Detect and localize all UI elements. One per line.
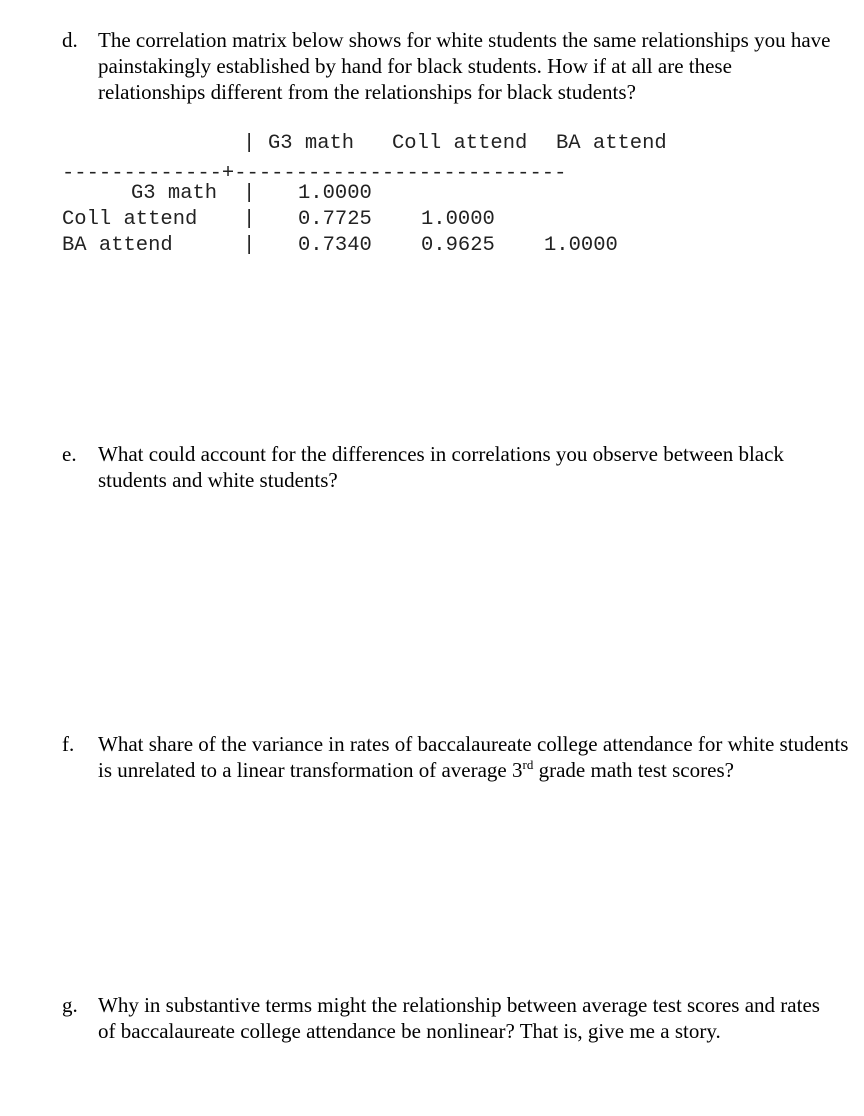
question-f-text [98, 731, 852, 783]
matrix-cell-ba-coll: 0.9625 [421, 234, 495, 257]
question-e-text: What could account for the differences in correlations you observe between black students and white students? [98, 442, 784, 492]
matrix-row-coll-attend [62, 207, 495, 233]
matrix-row-label-g3-math: G3 math [131, 182, 218, 205]
question-e [62, 441, 832, 493]
question-f-text-before: What share of the variance in rates of baccalaureate college attendance for white students is unrelated to a linear transformation of average 3 [98, 732, 849, 782]
question-f [62, 731, 852, 783]
correlation-matrix [62, 131, 667, 157]
matrix-cell-ba-g3: 0.7340 [298, 234, 372, 257]
matrix-col-header-g3-math: G3 math [268, 132, 355, 155]
question-f-text-after: grade math test scores? [533, 758, 734, 782]
matrix-cell-ba-ba: 1.0000 [544, 234, 618, 257]
matrix-row-label-ba-attend: BA attend [62, 234, 173, 257]
matrix-col-header-coll-attend: Coll attend [392, 132, 528, 155]
question-g-text: Why in substantive terms might the relationship between average test scores and rates of baccalaureate college attendance be nonlinear? That is, give me a story. [98, 993, 820, 1043]
matrix-separator: -------------+--------------------------- [62, 162, 567, 185]
question-e-letter: e. [62, 442, 77, 466]
question-d-text: The correlation matrix below shows for white students the same relationships you have painstakingly established by hand for black students. How if at all are these relationships different from the relationships for black students? [98, 28, 831, 104]
matrix-row-bar: | [243, 234, 256, 257]
question-g-letter: g. [62, 993, 78, 1017]
matrix-row-bar: | [243, 208, 256, 231]
question-d-letter: d. [62, 28, 78, 52]
matrix-row-label-coll-attend: Coll attend [62, 208, 198, 231]
matrix-header-row [62, 131, 667, 157]
matrix-cell-g3-g3: 1.0000 [298, 182, 372, 205]
question-f-letter: f. [62, 732, 75, 756]
question-f-superscript: rd [522, 757, 534, 772]
matrix-row-bar: | [243, 182, 256, 205]
matrix-cell-coll-g3: 0.7725 [298, 208, 372, 231]
matrix-col-header-ba-attend: BA attend [556, 132, 667, 155]
question-g [62, 992, 832, 1044]
correlation-matrix-body [62, 181, 618, 259]
matrix-row-ba-attend [62, 233, 618, 259]
matrix-row-g3-math [62, 181, 372, 207]
question-d [62, 27, 832, 105]
matrix-cell-coll-coll: 1.0000 [421, 208, 495, 231]
matrix-header-bar: | [243, 132, 256, 155]
